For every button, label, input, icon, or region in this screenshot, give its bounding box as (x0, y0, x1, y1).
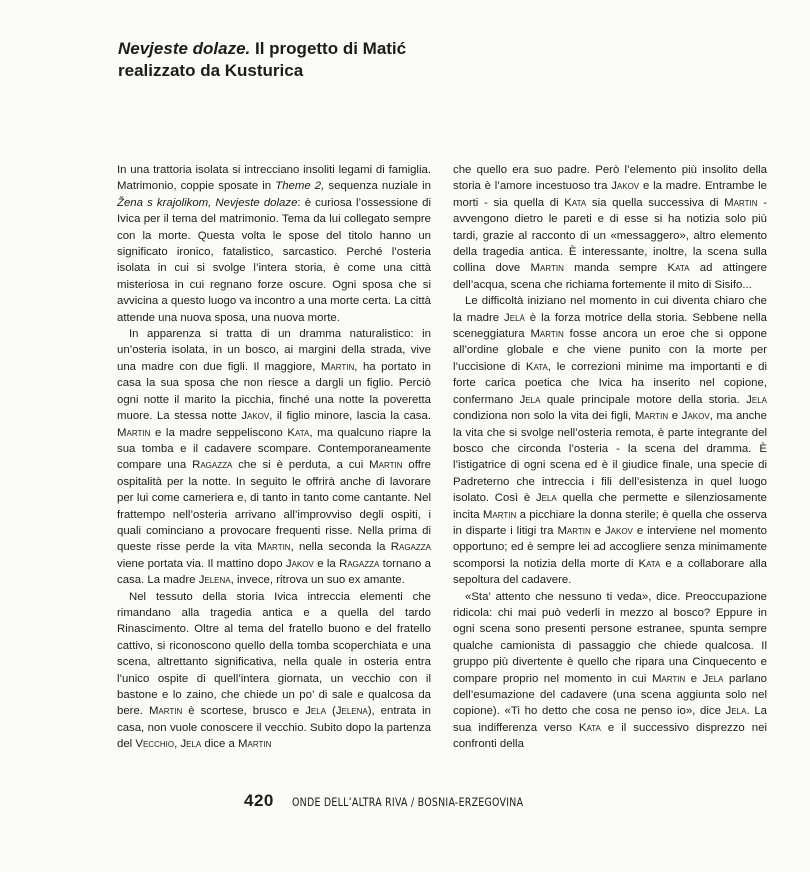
text-run: Le difficoltà iniziano nel momento in cui diventa chiaro che la madre (453, 295, 767, 324)
text-run: e la madre seppeliscono (150, 426, 288, 439)
character-name: Martin (320, 360, 355, 373)
text-run: e (668, 410, 682, 423)
character-name: Jelà (504, 311, 525, 324)
text-run: a picchiare la donna sterile; è quella che osserva in disparte i litigi tra (453, 508, 767, 537)
text-run: «Sta’ attento che nessuno ti veda», dice. Preoccupazione ridicola: chi mai può vederli in mezzo al bosco? Eppure in ogni scena sono presenti persone estranee, spunta sempre qualche camionista di passaggio che chiede qualcosa. Il gruppo più divertente è quello che ripara una Cinquecento e compare proprio nel momento in cui (453, 590, 767, 685)
character-name: Jakov (241, 410, 270, 423)
text-run: offre ospitalità per la notte. In seguito le offrirà anche di lavorare per lui come cameriera e, di tanto in tanto come cantante. Nel frattempo nell’osteria arrivano all’improvviso degli ospiti, i quali cominciano a provocare frequenti risse. Nella prima di queste risse perde la vita (117, 459, 431, 554)
character-name: Martin (557, 524, 591, 537)
character-name: Jela (535, 492, 557, 505)
text-run: è scortese, brusco e (182, 705, 306, 718)
character-name: Kata (638, 557, 661, 570)
character-name: Martin (117, 426, 151, 439)
character-name: Vecchio (135, 738, 175, 751)
text-run: ), entrata in casa, non vuole conoscere il vecchio. Subito dopo la partenza del (117, 705, 431, 751)
text-run: e la madre. Entrambe le morti - sia quella di (453, 180, 767, 209)
character-name: Martin (257, 541, 291, 554)
text-run: : è curiosa l’ossessione di Ivica per il tema del matrimonio. Tema da lui collegato sempre con la morte. Questa volta le spose del titolo hanno un significato ironico, fatalistico, sarcastico. Perché l’osteria isolata in cui si svolge l’intera storia, è come una città misteriosa in cui regnano forze oscure. Ogni sposa che si avvicina a questo luogo va incontro a una morte certa. La città attende una nuova sposa, una nuova morte. (117, 196, 431, 324)
character-name: Jakov (604, 524, 633, 537)
text-run: - avvengono dietro le pareti e di esse si ha notizia solo più tardi, grazie al racconto di un «messaggero», altro elemento della tragedia antica. È interessante, inoltre, la scena sulla collina dove (453, 196, 767, 275)
text-run: che si è perduta, a cui (232, 459, 370, 472)
text-run: , il figlio minore, lascia la casa. (269, 410, 431, 423)
heading-title-rest: Il progetto di Matić (250, 39, 407, 58)
text-run: ( (326, 705, 336, 718)
character-name: Kata (578, 721, 601, 734)
character-name: Jakov (681, 410, 710, 423)
character-name: Ragazza (192, 459, 233, 472)
text-run: tornano a casa. La madre (117, 557, 431, 587)
character-name: Martin (482, 508, 517, 521)
heading-line-1 (118, 38, 478, 60)
text-run: In apparenza si tratta di un dramma naturalistico: in un’osteria isolata, in un bosco, ai margini della strada, vive una madre con due figli. Il maggiore, (117, 328, 431, 373)
text-run: e la (313, 557, 340, 570)
text-run: In una trattoria isolata si intrecciano insoliti legami di famiglia. Matrimonio, coppie sposate in (117, 164, 431, 193)
character-name: Ragazza (390, 541, 431, 554)
character-name: Martin (148, 705, 183, 718)
text-run: che quello era suo padre. Però l’elemento più insolito della storia è l’amore incestuoso tra (453, 164, 767, 193)
text-run: condiziona non solo la vita dei figli, (453, 410, 635, 423)
character-name: Jela (725, 705, 747, 718)
text-run: . La sua indifferenza verso (453, 705, 768, 734)
character-name: Jela (180, 738, 202, 751)
italic-title: Žena s krajolikom, Nevjeste dolaze (117, 196, 298, 209)
text-run: dice a (201, 738, 238, 751)
character-name: Martin (369, 459, 403, 472)
text-run: fosse ancora un eroe che si oppone all’ordine globale e che viene punito con la morte per l’uccisione di (453, 328, 767, 373)
text-run: e il successivo disprezzo nei confronti della (453, 721, 767, 751)
paragraph (117, 589, 431, 753)
character-name: Kata (667, 262, 690, 275)
paragraph (453, 162, 767, 293)
character-name: Kata (564, 196, 587, 209)
heading-line-2: realizzato da Kusturica (118, 61, 304, 80)
character-name: Jela (702, 672, 724, 685)
text-run: manda sempre (563, 262, 668, 275)
paragraph (453, 293, 767, 588)
character-name: Martin (530, 262, 564, 275)
character-name: Jela (519, 393, 541, 406)
text-run: Nel tessuto della storia Ivica intreccia elementi che rimandano alla tragedia antica e a quella del tardo Rinascimento. Oltre al tema del fratello buono e del fratello cattivo, si riconoscono quello della tomba scoperchiata e una scena, altrettanto significativa, nella quale in osteria entra l’unico ospite di quell’intera giornata, un vecchio con il bastone e lo zaino, che chiede un po’ di sale e qualcosa da bere. (117, 590, 431, 718)
text-run: quella che permette e silenziosamente incita (453, 492, 767, 521)
text-run: , invece, ritrova un suo ex amante. (230, 574, 405, 587)
page-number: 420 (244, 791, 274, 810)
text-run: parlano dell’esumazione del cadavere (una scena aggiunta solo nel copione). «Ti ho detto che cosa ne penso io», dice (453, 672, 767, 718)
character-name: Jela (746, 393, 767, 406)
text-run: quale principale motore della storia. (540, 393, 747, 406)
character-name: Jelena (335, 705, 368, 718)
text-run: ad attingere dell’acqua, scena che richiama fortemente il mito di Sisifo... (453, 262, 767, 291)
text-run: , ma anche la vita che si svolge nell’osteria remota, è parte integrante del bosco che circonda l’osteria - la scena del dramma. È l’istigatrice di ogni scena ed è il giudice finale, una specie di Padreterno che intreccia i fili dell’esistenza in quel luogo isolato. Così è (453, 410, 767, 505)
character-name: Kata (287, 426, 310, 439)
paragraph (117, 162, 431, 326)
text-run: e (590, 524, 605, 537)
text-run: viene portata via. Il mattino dopo (117, 557, 286, 570)
character-name: Martin (238, 738, 272, 751)
character-name: Jakov (285, 557, 314, 570)
paragraph (117, 326, 431, 589)
text-run: sequenza nuziale in (324, 180, 431, 193)
text-run: e a collaborare alla sepoltura del cadavere. (453, 557, 767, 587)
page-footer (244, 791, 574, 811)
character-name: Martin (634, 410, 669, 423)
paragraph (453, 589, 767, 753)
heading-italic-title: Nevjeste dolaze. (118, 39, 251, 58)
character-name: Jakov (611, 180, 640, 193)
text-run: , (174, 738, 181, 751)
text-column-left (117, 162, 431, 753)
character-name: Martin (530, 328, 564, 341)
article-heading (118, 38, 478, 82)
character-name: Martin (651, 672, 686, 685)
text-column-right (453, 162, 767, 753)
text-run: , nella seconda la (290, 541, 391, 554)
text-run: sia quella successiva di (586, 196, 725, 209)
text-run: e interviene nel momento opportuno; ed è sempre lei ad accogliere senza minimamente scomporsi la notizia della morte di (453, 524, 767, 570)
text-run: e (685, 672, 703, 685)
character-name: Martin (724, 196, 758, 209)
text-run: , ma qualcuno riapre la sua tomba e il cadavere scompare. Contemporaneamente compare una (117, 426, 431, 472)
character-name: Jela (305, 705, 327, 718)
text-run: è la forza motrice della storia. Sebbene nella sceneggiatura (453, 311, 767, 341)
italic-title: Theme 2, (275, 180, 325, 193)
character-name: Ragazza (339, 557, 380, 570)
character-name: Jelena (198, 574, 231, 587)
text-run: , le correzioni minime ma importanti e di forte carica poetica che Ivica ha inserito nel copione, confermano (453, 360, 767, 406)
running-title: ONDE DELL’ALTRA RIVA / BOSNIA-ERZEGOVINA (291, 795, 524, 809)
character-name: Kata (525, 360, 548, 373)
text-run: , ha portato in casa la sua sposa che non riesce a dargli un figlio. Perciò ogni notte il marito la picchia, finché una notte la poveretta muore. La stessa notte (117, 360, 431, 423)
